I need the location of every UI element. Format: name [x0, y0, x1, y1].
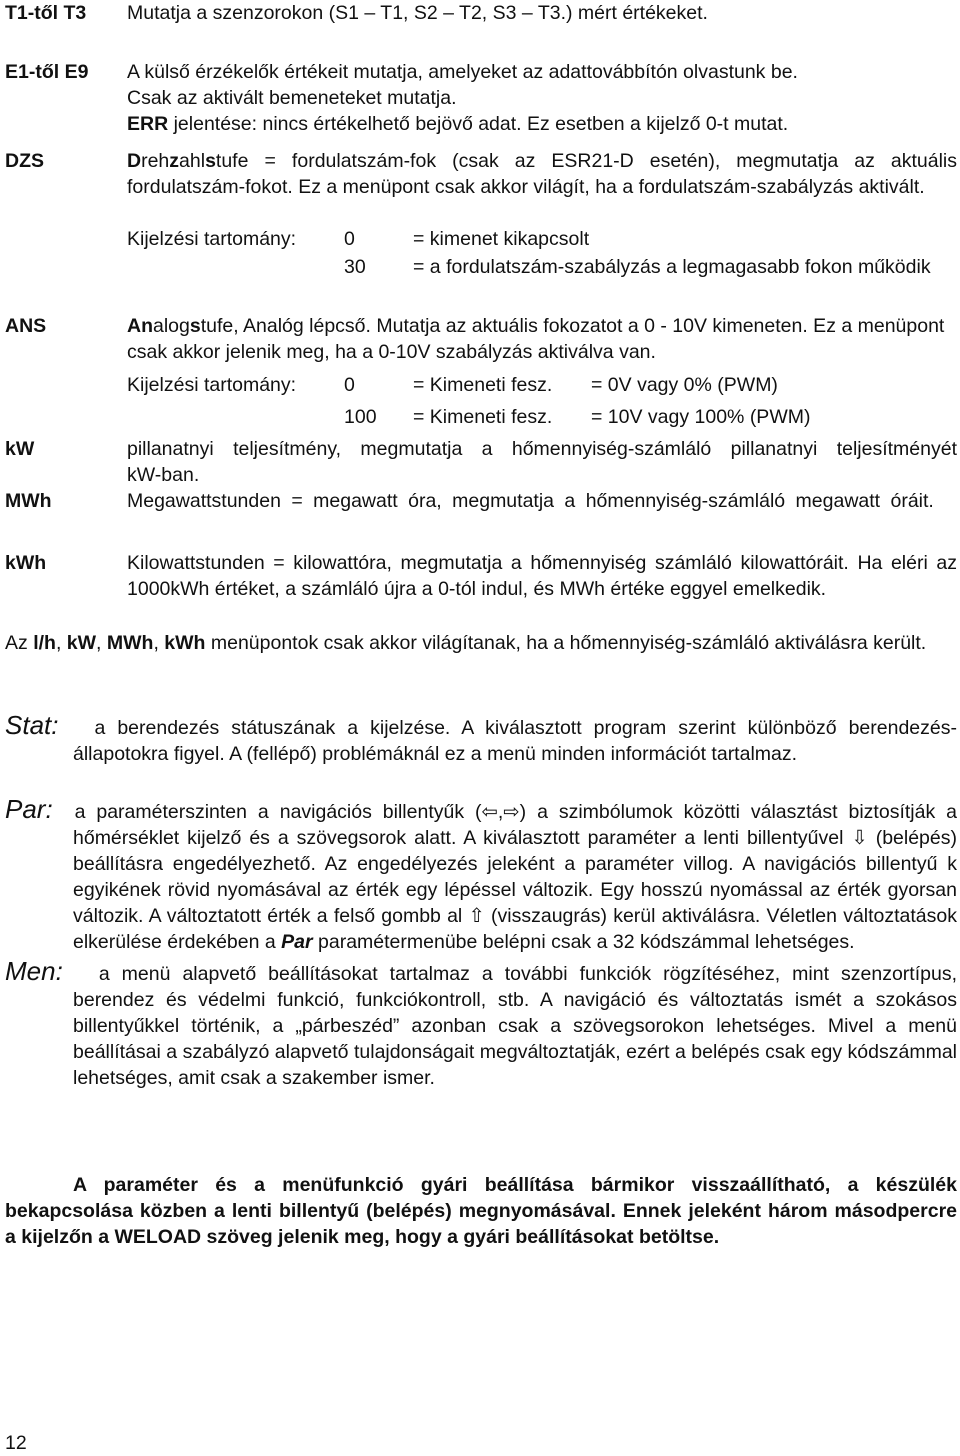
- desc-kwh: Kilowattstunden = kilowattóra, megmutatja a hőmennyiség számláló kilowattóráit. Ha eléri az 1000kWh értéket, a számláló újra a 0-tól indul, és MWh értéke eggyel emelkedik.: [127, 552, 957, 600]
- ans-abbr-letters: An: [127, 315, 153, 337]
- desc-dzs: [127, 148, 957, 200]
- dzs-word-part: reh: [141, 150, 170, 172]
- down-arrow-icon: ⇩: [851, 827, 868, 849]
- section-men: [5, 958, 957, 1091]
- desc-t1: Mutatja a szenzorokon (S1 – T1, S2 – T2, S3 – T3.) mért értékeket.: [127, 2, 708, 24]
- ans-range-label: Kijelzési tartomány:: [127, 374, 297, 396]
- par-text: ) a szimbólumok közötti választást biztosítják a hőmérséklet kijelző és a szövegsorok alatt. A kiválasztott paraméter a lenti billentyűvel: [73, 801, 957, 849]
- ans-range-value-1: 0: [344, 374, 355, 396]
- page-number: 12: [5, 1432, 27, 1454]
- term-mwh: MWh: [5, 490, 52, 512]
- ans-range-extra-1: = 0V vagy 0% (PWM): [591, 374, 778, 396]
- note-menu-kwh: kWh: [164, 632, 206, 654]
- up-arrow-icon: ⇧: [468, 905, 485, 927]
- ans-word-part: tufe: [200, 315, 234, 337]
- desc-kw: pillanatnyi teljesítmény, megmutatja a hőmennyiség-számláló pillanatnyi teljesítményét kW-ban.: [127, 438, 957, 486]
- left-arrow-icon: ⇦: [481, 801, 498, 823]
- section-par: [5, 796, 957, 955]
- dzs-word-part: tufe: [215, 150, 249, 172]
- ans-range-extra-2: = 10V vagy 100% (PWM): [591, 406, 811, 428]
- ans-range-desc-1: = Kimeneti fesz.: [413, 374, 553, 396]
- dzs-range-desc-1: = kimenet kikapcsolt: [413, 228, 590, 250]
- dzs-abbr-letter: z: [169, 150, 180, 172]
- term-e1: E1-től E9: [5, 61, 89, 83]
- par-label: Par:: [5, 794, 53, 824]
- note-text: menüpontok csak akkor világítanak, ha a hőmennyiség-számláló aktiválásra került.: [205, 632, 927, 654]
- dzs-abbr-letter: s: [205, 150, 216, 172]
- term-kwh: kWh: [5, 552, 47, 574]
- dzs-range-label: Kijelzési tartomány:: [127, 228, 297, 250]
- men-text: a menü alapvető beállításokat tartalmaz a további funkciók rögzítéséhez, mint szenzortípus, berendez és védelmi funkció, funkciókontroll, stb. A navigáció és változtatás ismét a szokásos billentyűkkel történik, a „párbeszéd” azonban csak a szövegsorokon lehetséges. Mivel a menü beállításai a szabályzó alapvető tulajdonságait megváltoztatják, ezért a belépés csak egy kódszámmal lehetséges, amit csak a szakember ismer.: [73, 963, 957, 1089]
- men-label: Men:: [5, 956, 63, 986]
- term-t1: T1-től T3: [5, 2, 87, 24]
- term-ans: ANS: [5, 315, 47, 337]
- par-word: Par: [281, 931, 313, 953]
- desc-e1-err: [127, 111, 957, 137]
- dzs-word-part: ahl: [179, 150, 206, 172]
- stat-text: a berendezés státuszának a kijelzése. A kiválasztott program szerint különböző berendezés-állapotokra figyel. A (fellépő) problémáknál ez a menü minden információt tartalmaz.: [73, 717, 957, 765]
- err-meaning: jelentése: nincs értékelhető bejövő adat. Ez esetben a kijelző 0-t mutat.: [168, 113, 789, 135]
- dzs-range-desc-2: = a fordulatszám-szabályzás a legmagasabb fokon működik: [413, 256, 931, 278]
- stat-label: Stat:: [5, 710, 59, 740]
- desc-e1: [127, 59, 957, 137]
- term-kw: kW: [5, 438, 35, 460]
- err-keyword: ERR: [127, 113, 169, 135]
- ans-range-desc-2: = Kimeneti fesz.: [413, 406, 553, 428]
- note-sep: ,: [153, 632, 165, 654]
- par-text: (belépés) beállításra engedélyezhető. Az engedélyezés jeleként a paraméter villog. A navigációs billentyű k egyikének rövid nyomásával az érték egy lépéssel változik. Egy hosszú nyomással az érték gyorsan változik. A változtatott érték a felső gombb al: [73, 827, 957, 927]
- ans-description: , Analóg lépcső. Mutatja az aktuális fokozatot a 0 - 10V kimeneten. Ez a menüpont csak akkor jelenik meg, ha a 0-10V szabályzás aktiválva van.: [127, 315, 945, 363]
- dzs-range-value-2: 30: [344, 256, 366, 278]
- section-stat: [5, 712, 957, 767]
- right-arrow-icon: ⇨: [503, 801, 520, 823]
- desc-e1-line2: Csak az aktivált bemeneteket mutatja.: [127, 87, 457, 109]
- term-dzs: DZS: [5, 150, 44, 172]
- par-text: paramétermenübe belépni csak a 32 kódszámmal lehetséges.: [312, 931, 855, 953]
- dzs-abbr-letter: D: [127, 150, 142, 172]
- note-sep: ,: [96, 632, 107, 654]
- menu-note: [5, 630, 957, 656]
- ans-range-value-2: 100: [344, 406, 377, 428]
- desc-ans: [127, 313, 957, 365]
- note-menu-kw: kW: [66, 632, 97, 654]
- note-menu-lh: l/h: [33, 632, 56, 654]
- dzs-description: = fordulatszám-fok (csak az ESR21-D esetén), megmutatja az aktuális fordulatszám-fokot. Ez a menüpont csak akkor világít, ha a fordulatszám-szabályzás aktivált.: [127, 150, 957, 198]
- note-sep: ,: [55, 632, 67, 654]
- par-text: a paraméterszinten a navigációs billentyűk (: [74, 801, 482, 823]
- dzs-range-value-1: 0: [344, 228, 355, 250]
- par-text: (visszaugrás) kerül aktiválásra. Véletlen változtatások elkerülése érdekében a: [73, 905, 958, 953]
- note-text: Az: [5, 632, 34, 654]
- ans-abbr-letter: s: [189, 315, 201, 337]
- desc-mwh: Megawattstunden = megawatt óra, megmutatja a hőmennyiség-számláló megawatt óráit.: [127, 490, 934, 512]
- desc-e1-line1: A külső érzékelők értékeit mutatja, amelyeket az adattovábbítón olvastunk be.: [127, 61, 798, 83]
- factory-reset-note: A paraméter és a menüfunkció gyári beállítása bármikor visszaállítható, a készülék bekapcsolása közben a lenti billentyű (belépés) megnyomásával. Ennek jeleként három másodpercre a kijelzőn a WELOAD szöveg jelenik meg, hogy a gyári beállításokat betöltse.: [5, 1174, 957, 1248]
- note-menu-mwh: MWh: [106, 632, 154, 654]
- ans-word-part: alog: [153, 315, 190, 337]
- par-text: ,: [497, 801, 504, 823]
